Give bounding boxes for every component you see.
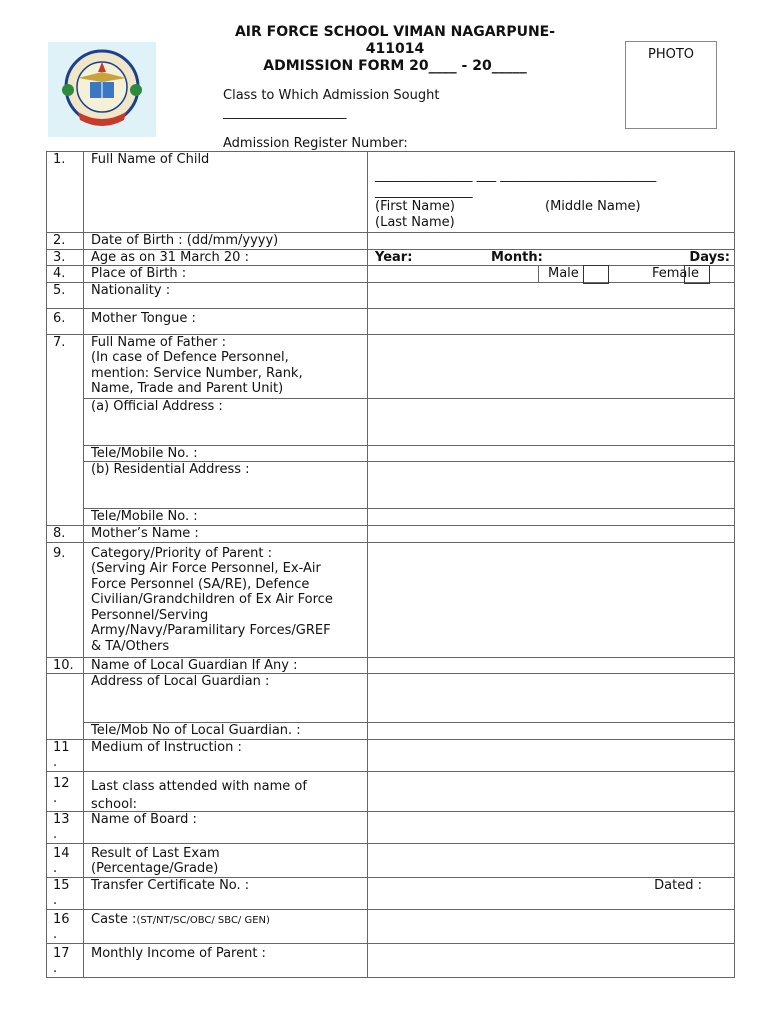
row-number-digits: 12 (53, 775, 70, 791)
guardian-address-field[interactable] (368, 674, 735, 723)
row-number: 9. (47, 542, 84, 657)
table-row (47, 266, 735, 283)
row-number (47, 811, 84, 843)
row-label: Date of Birth : (dd/mm/yyyy) (84, 233, 368, 250)
residential-address-label: (b) Residential Address : (84, 462, 368, 509)
age-field[interactable] (368, 249, 735, 266)
table-row (47, 542, 735, 657)
caste-label (84, 909, 368, 943)
table-row (47, 462, 735, 509)
label-line: school: (91, 796, 138, 812)
age-year-label: Year: (375, 249, 413, 265)
male-checkbox[interactable] (583, 265, 609, 284)
row-number (47, 877, 84, 909)
middle-name-caption: (Middle Name) (545, 199, 641, 214)
class-sought-label: Class to Which Admission Sought (223, 88, 440, 103)
nationality-field[interactable] (368, 282, 735, 308)
table-row (47, 233, 735, 250)
name-blank-line: _______________ ___ ________________________ (375, 168, 657, 183)
mother-name-field[interactable] (368, 525, 735, 542)
row-number-digits: 13 (53, 811, 70, 827)
residential-tele-label: Tele/Mobile No. : (84, 509, 368, 526)
row-number-digits: 14 (53, 845, 70, 861)
label-line: Civilian/Grandchildren of Ex Air Force (91, 592, 333, 607)
row-number: 4. (47, 266, 84, 283)
last-name-caption: (Last Name) (375, 214, 455, 230)
label-line: Army/Navy/Paramilitary Forces/GREF (91, 623, 331, 638)
table-row (47, 308, 735, 334)
table-row (47, 943, 735, 977)
official-address-field[interactable] (368, 398, 735, 445)
father-name-field[interactable] (368, 334, 735, 398)
air-force-school-crest-icon (48, 42, 156, 137)
label-line: Name, Trade and Parent Unit) (91, 381, 284, 396)
date-of-birth-field[interactable] (368, 233, 735, 250)
row-number-dot: . (53, 961, 58, 976)
label-line: Personnel/Serving (91, 607, 209, 623)
name-blank-line: _______________ (375, 183, 473, 199)
label-line: (Serving Air Force Personnel, Ex-Air (91, 561, 321, 576)
age-days-label: Days: (689, 249, 730, 265)
last-class-label (84, 771, 368, 811)
row-label: Mother Tongue : (84, 308, 368, 334)
row-number: 3. (47, 249, 84, 266)
residential-address-field[interactable] (368, 462, 735, 509)
row-number-digits: 17 (53, 945, 70, 961)
first-name-caption: (First Name) (375, 199, 455, 214)
table-row (47, 771, 735, 811)
label-line: Category/Priority of Parent : (91, 545, 272, 561)
father-name-label (84, 334, 368, 398)
table-row (47, 877, 735, 909)
mother-tongue-field[interactable] (368, 308, 735, 334)
row-number (47, 909, 84, 943)
row-number-dot: . (53, 861, 58, 876)
official-address-label: (a) Official Address : (84, 398, 368, 445)
row-label: Transfer Certificate No. : (84, 877, 368, 909)
photo-label: PHOTO (647, 47, 695, 62)
table-row (47, 843, 735, 877)
row-label: Medium of Instruction : (84, 739, 368, 771)
table-row (47, 398, 735, 445)
table-row (47, 282, 735, 308)
transfer-certificate-field[interactable] (368, 877, 735, 909)
official-tele-label: Tele/Mobile No. : (84, 445, 368, 462)
category-field[interactable] (368, 542, 735, 657)
label-line: Last class attended with name of (91, 778, 307, 794)
row-number: 1. (47, 152, 84, 233)
caste-options-text: (ST/NT/SC/OBC/ SBC/ GEN) (136, 914, 270, 926)
admission-form-table (46, 151, 735, 978)
row-number (47, 843, 84, 877)
residential-tele-field[interactable] (368, 509, 735, 526)
row-number: 2. (47, 233, 84, 250)
label-line: Force Personnel (SA/RE), Defence (91, 576, 310, 592)
row-number-spacer (47, 445, 84, 462)
table-row (47, 909, 735, 943)
female-checkbox[interactable] (684, 265, 710, 284)
monthly-income-field[interactable] (368, 943, 735, 977)
row-number (47, 943, 84, 977)
table-row (47, 445, 735, 462)
dated-label: Dated : (654, 877, 702, 893)
school-logo (48, 42, 156, 137)
row-label: Name of Board : (84, 811, 368, 843)
row-number: 10. (47, 657, 84, 674)
admission-register-label: Admission Register Number: (223, 136, 408, 151)
row-number-spacer (47, 509, 84, 526)
school-name-line1: AIR FORCE SCHOOL VIMAN NAGARPUNE- (234, 24, 556, 40)
row-number: 7. (47, 334, 84, 398)
local-guardian-name-field[interactable] (368, 657, 735, 674)
row-number-dot: . (53, 893, 58, 908)
table-row (47, 249, 735, 266)
row-number-dot: . (53, 927, 58, 942)
guardian-tele-field[interactable] (368, 723, 735, 740)
table-row (47, 509, 735, 526)
last-class-field[interactable] (368, 771, 735, 811)
row-label: Mother’s Name : (84, 525, 368, 542)
class-sought-blank[interactable]: ___________________ (223, 105, 347, 120)
row-number-spacer (47, 462, 84, 509)
row-number-dot: . (53, 827, 58, 842)
gender-field (368, 266, 735, 283)
table-row (47, 723, 735, 740)
caste-field[interactable] (368, 909, 735, 943)
row-label: Age as on 31 March 20 : (84, 249, 368, 266)
school-name-line2: 411014 (365, 41, 425, 57)
row-number (47, 771, 84, 811)
medium-field[interactable] (368, 739, 735, 771)
row-label: Nationality : (84, 282, 368, 308)
label-line: mention: Service Number, Rank, (91, 365, 303, 381)
row-number: 8. (47, 525, 84, 542)
result-field[interactable] (368, 843, 735, 877)
row-number-digits: 16 (53, 911, 70, 927)
table-row (47, 811, 735, 843)
form-title: ADMISSION FORM 20____ - 20_____ (263, 58, 527, 74)
class-sought (223, 87, 439, 121)
table-row (47, 657, 735, 674)
label-line: (Percentage/Grade) (91, 861, 219, 876)
label-line: & TA/Others (91, 638, 170, 654)
label-line: Result of Last Exam (91, 845, 220, 861)
row-number-digits: 15 (53, 877, 70, 893)
guardian-address-label: Address of Local Guardian : (84, 674, 368, 723)
row-label: Name of Local Guardian If Any : (84, 657, 368, 674)
row-number (47, 739, 84, 771)
row-label: Place of Birth : (84, 266, 368, 283)
result-label (84, 843, 368, 877)
table-row (47, 525, 735, 542)
table-row (47, 739, 735, 771)
guardian-tele-label: Tele/Mob No of Local Guardian. : (84, 723, 368, 740)
row-number: 5. (47, 282, 84, 308)
row-label: Full Name of Child (84, 152, 368, 233)
age-month-label: Month: (491, 249, 543, 265)
caste-label-text: Caste : (91, 911, 137, 927)
table-row (47, 152, 735, 233)
row-number-dot: . (53, 755, 58, 770)
male-label: Male (548, 266, 579, 281)
board-field[interactable] (368, 811, 735, 843)
row-number-spacer (47, 674, 84, 723)
full-name-field[interactable] (368, 152, 735, 233)
row-number-dot: . (53, 791, 58, 806)
row-number-digits: 11 (53, 739, 70, 755)
table-row (47, 334, 735, 398)
row-label: Monthly Income of Parent : (84, 943, 368, 977)
label-line: Full Name of Father : (91, 334, 226, 350)
photo-box[interactable] (625, 41, 717, 129)
official-tele-field[interactable] (368, 445, 735, 462)
category-label (84, 542, 368, 657)
row-number: 6. (47, 308, 84, 334)
row-number-spacer (47, 723, 84, 740)
form-header (200, 24, 590, 75)
row-number-spacer (47, 398, 84, 445)
label-line: (In case of Defence Personnel, (91, 350, 289, 365)
female-label: Female (652, 266, 700, 281)
table-row (47, 674, 735, 723)
